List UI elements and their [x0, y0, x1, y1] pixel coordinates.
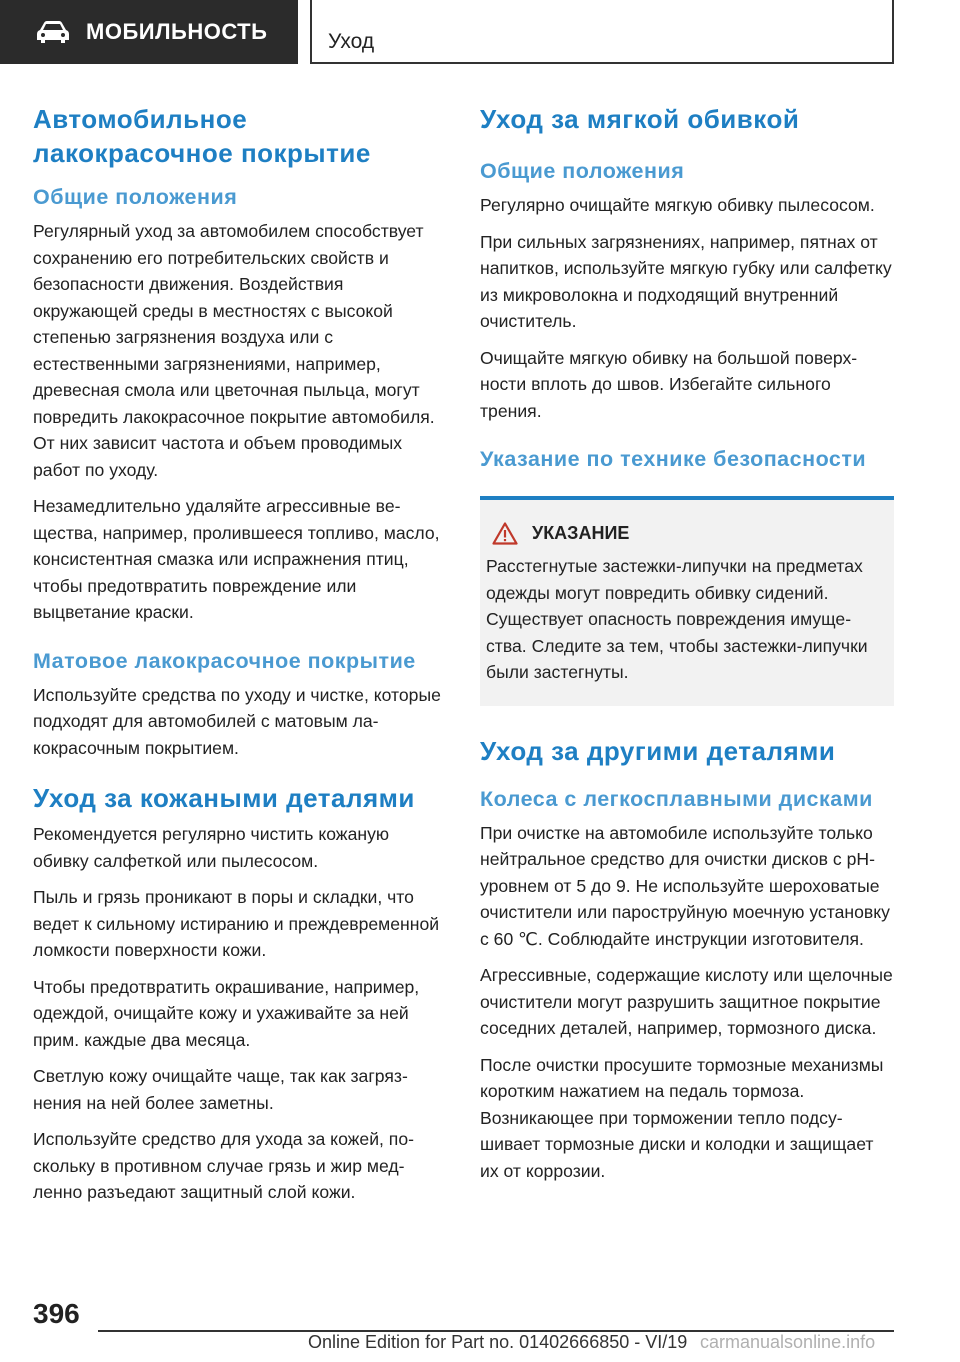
paragraph: Очищайте мягкую обивку на большой поверхности вплоть до швов. Избегайте сильного трения. — [480, 347, 858, 421]
subheading-alloy-wheels: Колеса с легкосплавными дисками — [480, 786, 873, 811]
paragraph: Используйте средство для ухода за кожей, поскольку в противном случае грязь и жир медленно разъедают защитный слой кожи. — [33, 1129, 414, 1202]
subheading-matte-paint: Матовое лакокрасочное покрытие — [33, 648, 416, 673]
paragraph: При очистке на автомобиле используйте только нейтральное средство для очистки дисков с pH-уровнем от 5 до 9. Не используйте шероховатые очистители или пароструйную моечную установку с 60 ℃. Соблюдайте инструкции изготовителя. — [480, 822, 890, 949]
watermark: carmanualsonline.info — [700, 1332, 876, 1352]
paragraph: Регулярно очищайте мягкую обивку пылесосом. — [480, 195, 875, 215]
section-title: МОБИЛЬНОСТЬ — [86, 19, 268, 44]
paragraph: Агрессивные, содержащие кислоту или щелочные очистители могут разрушить защитное покрытие соседних деталей, например, тормозного диска. — [480, 965, 893, 1038]
paragraph: Пыль и грязь проникают в поры и складки, что ведет к сильному истиранию и преждевременной ломкости поверхности кожи. — [33, 887, 440, 960]
heading-upholstery: Уход за мягкой обивкой — [480, 104, 800, 134]
page-number: 396 — [33, 1298, 80, 1329]
section-tab — [0, 0, 298, 64]
subheading-safety: Указание по технике безопасности — [480, 447, 867, 471]
car-icon — [36, 20, 70, 44]
paragraph: Используйте средства по уходу и чистке, которые подходят для автомобилей с матовым лакокрасочным покрытием. — [33, 684, 441, 758]
left-column — [33, 102, 447, 1216]
edition-text: Online Edition for Part no. 01402666850 - VI/19 — [308, 1332, 688, 1352]
safety-notice — [480, 496, 894, 706]
chapter-title: Уход — [328, 30, 375, 53]
heading-leather: Уход за кожаными деталями — [33, 783, 415, 813]
notice-header — [486, 522, 882, 545]
notice-title: УКАЗАНИЕ — [532, 523, 630, 543]
warning-icon — [492, 522, 518, 545]
heading-other-parts: Уход за другими деталями — [480, 735, 836, 766]
subheading-general: Общие положения — [33, 185, 238, 209]
subheading-general: Общие положения — [480, 159, 685, 183]
paragraph: При сильных загрязнениях, например, пятнах от напитков, используйте мягкую губку или салфетку из микроволокна и подходящий внутренний очиститель. — [480, 231, 892, 331]
paragraph: После очистки просушите тормозные механизмы коротким нажатием на педаль тормоза. Возникающее при торможении тепло подсушивает тормозные диски и колодки и защищает их от коррозии. — [480, 1054, 884, 1181]
paragraph: Чтобы предотвратить окрашивание, например, одеждой, очищайте кожу и ухаживайте за ней прим. каждые два месяца. — [33, 976, 420, 1050]
paragraph: Незамедлительно удаляйте агрессивные вещества, например, пролившееся топливо, масло, консистентная смазка или испражнения птиц, чтобы предотвратить повреждение или выцветание краски. — [33, 496, 440, 622]
chapter-tab — [310, 0, 894, 64]
paragraph: Регулярный уход за автомобилем способствует сохранению его потребительских свойств и безопасности движения. Воздействия окружающей среды в местностях с высокой степенью загрязнения воздуха или с естественными загрязнениями, например, древесная смола или цветочная пыльца, могут повредить лакокрасочное покрытие автомобиля. От них зависит частота и объем проводимых работ по уходу. — [33, 221, 435, 480]
right-column — [480, 102, 894, 1194]
paragraph: Рекомендуется регулярно чистить кожаную обивку салфеткой или пылесосом. — [33, 824, 390, 871]
notice-text: Расстегнутые застежки-липучки на предметах одежды могут повредить обивку сидений. Существует опасность повреждения имущества. Следите за тем, чтобы застежки-липучки были застегнуты. — [486, 556, 868, 682]
paragraph: Светлую кожу очищайте чаще, так как загрязнения на ней более заметны. — [33, 1066, 408, 1113]
heading-paint: Автомобильное лакокрасочное покрытие — [33, 104, 371, 168]
